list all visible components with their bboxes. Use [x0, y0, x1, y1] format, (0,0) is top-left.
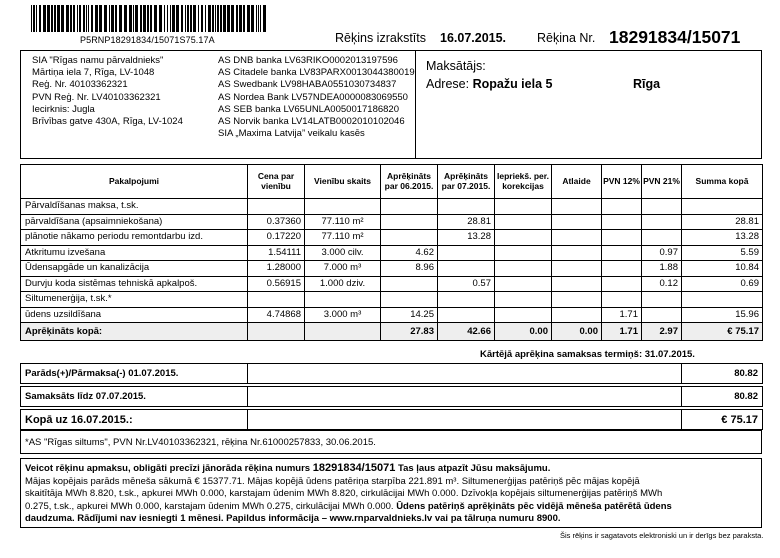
bank-line: AS SEB banka LV65UNLA0050017186820 [218, 103, 399, 115]
table-cell [602, 214, 642, 230]
table-cell [248, 199, 305, 215]
barcode [31, 5, 266, 32]
table-cell [642, 230, 682, 246]
table-cell [682, 199, 763, 215]
table-header-row [21, 165, 763, 199]
column-header: Cena par vienību [248, 165, 305, 199]
table-cell [642, 199, 682, 215]
barcode-bar [236, 5, 238, 32]
table-row [21, 292, 763, 308]
barcode-bar [159, 5, 162, 32]
info-line: Mājas kopējais parāds mēneša sākumā € 15377.71. Mājas kopējā ūdens patēriņa starpība 221.891 m³. Siltumenerģijas patēriņš pēc mājas kopējā [25, 475, 640, 487]
bank-line: SIA „Maxima Latvija” veikalu kasēs [218, 128, 365, 140]
column-header: PVN 21% [642, 165, 682, 199]
payer-address-value: Ropažu iela 5 [472, 77, 553, 91]
barcode-bar [86, 5, 87, 32]
info-line: daudzuma. Rādījumi nav iesniegti 1 mēnesi. Papildus informācija – www.rnparvaldnieks.lv vai pa tālruņa numuru 8900. [25, 513, 561, 524]
payer-address-prefix: Adrese: [426, 77, 470, 91]
table-cell [495, 261, 552, 277]
bank-line: AS Swedbank LV98HABA0551030734837 [218, 79, 397, 91]
table-cell: 0.57 [438, 276, 495, 292]
table-cell [642, 292, 682, 308]
table-row [21, 261, 763, 277]
table-row [21, 199, 763, 215]
table-cell: Ūdensapgāde un kanalizācija [21, 261, 248, 277]
debt-row [21, 364, 763, 384]
barcode-bar [147, 5, 149, 32]
table-cell: 0.00 [495, 323, 552, 341]
table-cell: 13.28 [438, 230, 495, 246]
table-cell [495, 230, 552, 246]
table-cell: 42.66 [438, 323, 495, 341]
barcode-bar [193, 5, 196, 32]
column-header: Vienību skaits [305, 165, 381, 199]
table-cell: 1.88 [642, 261, 682, 277]
table-cell [495, 245, 552, 261]
table-cell: 15.96 [682, 307, 763, 323]
barcode-bar [185, 5, 186, 32]
barcode-bar [231, 5, 234, 32]
table-cell: 1.71 [602, 307, 642, 323]
barcode-bar [43, 5, 46, 32]
table-cell: 27.83 [381, 323, 438, 341]
table-cell: pārvaldīšana (apsaimniekošana) [21, 214, 248, 230]
table-cell [552, 307, 602, 323]
grand-total-label: Kopā uz 16.07.2015.: [21, 410, 248, 430]
barcode-bar [99, 5, 102, 32]
table-cell [552, 292, 602, 308]
table-cell: 14.25 [381, 307, 438, 323]
barcode-bar [51, 5, 53, 32]
barcode-bar [124, 5, 127, 32]
table-cell: 0.56915 [248, 276, 305, 292]
barcode-bar [205, 5, 206, 32]
company-line: Reģ. Nr. 40103362321 [32, 79, 128, 91]
barcode-bar [190, 5, 192, 32]
barcode-bar [176, 5, 179, 32]
table-cell: 1.000 dziv. [305, 276, 381, 292]
barcode-bar [220, 5, 222, 32]
table-cell [602, 199, 642, 215]
invoice-number: 18291834/15071 [609, 27, 741, 47]
services-table [20, 164, 763, 341]
barcode-bar [212, 5, 214, 32]
barcode-bar [95, 5, 98, 32]
table-cell: 4.74868 [248, 307, 305, 323]
barcode-bar [111, 5, 114, 32]
table-cell [602, 245, 642, 261]
table-cell [305, 323, 381, 341]
table-cell [381, 199, 438, 215]
table-cell: 8.96 [381, 261, 438, 277]
barcode-bar [104, 5, 107, 32]
table-cell [438, 245, 495, 261]
barcode-bar [54, 5, 56, 32]
debt-value: 80.82 [682, 364, 763, 384]
barcode-bar [115, 5, 117, 32]
header-divider [415, 50, 416, 159]
table-cell: plānotie nākamo periodu remontdarbu izd. [21, 230, 248, 246]
heat-supplier-note: *AS "Rīgas siltums", PVN Nr.LV40103362321, rēķina Nr.61000257833, 30.06.2015. [20, 430, 762, 454]
info-line: Tas ļaus atpazīt Jūsu maksājumu. [397, 463, 551, 474]
table-cell: 7.000 m³ [305, 261, 381, 277]
barcode-bar [31, 5, 32, 32]
table-cell [602, 276, 642, 292]
info-invoice-number: 18291834/15071 [312, 462, 396, 474]
table-cell: 3.000 cilv. [305, 245, 381, 261]
table-cell: Siltumenerģija, t.sk.* [21, 292, 248, 308]
table-cell [495, 292, 552, 308]
table-cell: 10.84 [682, 261, 763, 277]
table-cell: 4.62 [381, 245, 438, 261]
barcode-bar [77, 5, 78, 32]
table-cell: 28.81 [682, 214, 763, 230]
barcode-bar [243, 5, 245, 32]
barcode-bar [36, 5, 37, 32]
grand-total-row [21, 410, 763, 430]
table-cell: 0.00 [552, 323, 602, 341]
table-cell [552, 261, 602, 277]
company-line: Mārtiņa iela 7, Rīga, LV-1048 [32, 67, 155, 79]
barcode-bar [70, 5, 72, 32]
table-row [21, 307, 763, 323]
payer-label: Maksātājs: [426, 59, 486, 73]
table-cell: 3.000 m³ [305, 307, 381, 323]
barcode-bar [129, 5, 132, 32]
barcode-bar [47, 5, 50, 32]
summary-table [20, 363, 763, 430]
table-cell: Durvju koda sistēmas tehniskā apkalpoš. [21, 276, 248, 292]
table-cell: 2.97 [642, 323, 682, 341]
barcode-bar [91, 5, 93, 32]
table-cell [381, 276, 438, 292]
barcode-bar [119, 5, 122, 32]
company-line: Iecirknis: Jugla [32, 103, 95, 115]
table-cell: 0.12 [642, 276, 682, 292]
table-cell [248, 292, 305, 308]
table-cell: 13.28 [682, 230, 763, 246]
barcode-bar [167, 5, 168, 32]
info-line: Ūdens patēriņš aprēķināts pēc vidējā mēneša patērētā ūdens [396, 500, 672, 512]
bank-line: AS DNB banka LV63RIKO0002013197596 [218, 55, 398, 66]
company-line: Brīvības gatve 430A, Rīga, LV-1024 [32, 115, 183, 127]
table-cell [381, 230, 438, 246]
table-cell: 0.69 [682, 276, 763, 292]
company-line: PVN Reģ. Nr. LV40103362321 [32, 91, 161, 103]
table-cell: Atkritumu izvešana [21, 245, 248, 261]
barcode-bar [140, 5, 142, 32]
barcode-bar [181, 5, 183, 32]
table-row [21, 245, 763, 261]
invoice-number-label: Rēķina Nr. [537, 31, 596, 45]
table-cell [552, 230, 602, 246]
table-cell: 28.81 [438, 214, 495, 230]
bank-line: AS Norvik banka LV14LATB0002010102046 [218, 115, 405, 127]
barcode-bar [33, 5, 35, 32]
table-row [21, 214, 763, 230]
table-cell [602, 261, 642, 277]
table-cell [495, 276, 552, 292]
table-cell: 5.59 [682, 245, 763, 261]
barcode-bar [135, 5, 138, 32]
info-line: skaitītāja MWh 8.820, t.sk., apkurei MWh 0.000, karstajam ūdenim MWh 8.820, cirkulācijai MWh 0.000. Dzīvokļa kopējais siltumenerģijas patēriņš MWh [25, 488, 663, 499]
table-cell [642, 214, 682, 230]
table-cell [381, 214, 438, 230]
bank-details [218, 55, 415, 140]
table-row [21, 276, 763, 292]
table-cell: 0.17220 [248, 230, 305, 246]
table-cell: 1.28000 [248, 261, 305, 277]
barcode-bar [154, 5, 157, 32]
footer-note: Šis rēķins ir sagatavots elektroniski un ir derīgs bez paraksta. [560, 531, 764, 540]
company-line: SIA "Rīgas namu pārvaldnieks" [32, 55, 164, 66]
table-cell: 1.54111 [248, 245, 305, 261]
barcode-bar [215, 5, 216, 32]
bank-line: AS Nordea Bank LV57NDEA0000083069550 [218, 91, 408, 103]
bank-line: AS Citadele banka LV83PARX0013044380019 [218, 67, 415, 79]
column-header: Aprēķināts par 07.2015. [438, 165, 495, 199]
table-cell [552, 276, 602, 292]
barcode-bar [73, 5, 75, 32]
barcode-bar [223, 5, 226, 32]
table-cell: 0.37360 [248, 214, 305, 230]
barcode-bar [247, 5, 250, 32]
table-cell: Pārvaldīšanas maksa, t.sk. [21, 199, 248, 215]
table-cell [552, 214, 602, 230]
column-header: Aprēķināts par 06.2015. [381, 165, 438, 199]
barcode-bar [172, 5, 175, 32]
table-row [21, 230, 763, 246]
barcode-bar [170, 5, 171, 32]
table-cell [495, 199, 552, 215]
table-cell [495, 214, 552, 230]
column-header: Atlaide [552, 165, 602, 199]
barcode-bar [201, 5, 203, 32]
payer-city: Rīga [633, 77, 661, 91]
payer-address [426, 77, 552, 91]
barcode-bar [258, 5, 259, 32]
grand-total-value: € 75.17 [682, 410, 763, 430]
table-cell [438, 292, 495, 308]
table-cell [438, 261, 495, 277]
barcode-bar [227, 5, 230, 32]
table-cell [552, 245, 602, 261]
barcode-bar [263, 5, 266, 32]
table-cell: 1.71 [602, 323, 642, 341]
company-details [32, 55, 183, 128]
column-header: Summa kopā [682, 165, 763, 199]
table-cell: ūdens uzsildīšana [21, 307, 248, 323]
barcode-bar [133, 5, 134, 32]
table-cell: € 75.17 [682, 323, 763, 341]
table-cell [438, 199, 495, 215]
barcode-bar [239, 5, 242, 32]
barcode-code: P5RNP18291834/15071S75.17A [80, 35, 215, 45]
barcode-bar [187, 5, 189, 32]
table-cell [495, 307, 552, 323]
payment-info-box [20, 458, 762, 528]
info-line: 0.275, t.sk., apkurei MWh 0.000, karstajam ūdenim MWh 0.275, cirkulācijai MWh 0.000. [25, 500, 394, 512]
barcode-bar [88, 5, 89, 32]
table-cell: 0.97 [642, 245, 682, 261]
barcode-bar [39, 5, 41, 32]
table-cell [602, 230, 642, 246]
paid-row [21, 387, 763, 407]
table-cell [642, 307, 682, 323]
table-cell: 77.110 m² [305, 230, 381, 246]
table-cell: 77.110 m² [305, 214, 381, 230]
table-cell [248, 323, 305, 341]
barcode-bar [260, 5, 261, 32]
table-cell: Aprēķināts kopā: [21, 323, 248, 341]
column-header: PVN 12% [602, 165, 642, 199]
debt-label: Parāds(+)/Pārmaksa(-) 01.07.2015. [21, 364, 248, 384]
issued-date: 16.07.2015. [440, 31, 507, 45]
barcode-bar [256, 5, 257, 32]
paid-label: Samaksāts līdz 07.07.2015. [21, 387, 248, 407]
table-cell [552, 199, 602, 215]
barcode-bar [198, 5, 199, 32]
barcode-bar [150, 5, 152, 32]
barcode-bar [61, 5, 64, 32]
table-cell [438, 307, 495, 323]
barcode-bar [57, 5, 60, 32]
barcode-bar [208, 5, 211, 32]
payment-due: Kārtējā aprēķina samaksas termiņš: 31.07.2015. [480, 349, 695, 360]
column-header: Pakalpojumi [21, 165, 248, 199]
barcode-bar [251, 5, 254, 32]
paid-value: 80.82 [682, 387, 763, 407]
info-line: Veicot rēķinu apmaksu, obligāti precīzi jānorāda rēķina numurs [25, 463, 311, 474]
barcode-bar [79, 5, 81, 32]
barcode-bar [83, 5, 85, 32]
table-cell [381, 292, 438, 308]
table-cell [305, 292, 381, 308]
issued-label: Rēķins izrakstīts [335, 31, 426, 45]
table-cell [305, 199, 381, 215]
barcode-bar [164, 5, 165, 32]
barcode-bar [66, 5, 69, 32]
barcode-bar [217, 5, 219, 32]
total-row [21, 323, 763, 341]
barcode-bar [143, 5, 146, 32]
table-cell [682, 292, 763, 308]
table-cell [602, 292, 642, 308]
column-header: Iepriekš. per. korekcijas [495, 165, 552, 199]
barcode-bar [109, 5, 110, 32]
